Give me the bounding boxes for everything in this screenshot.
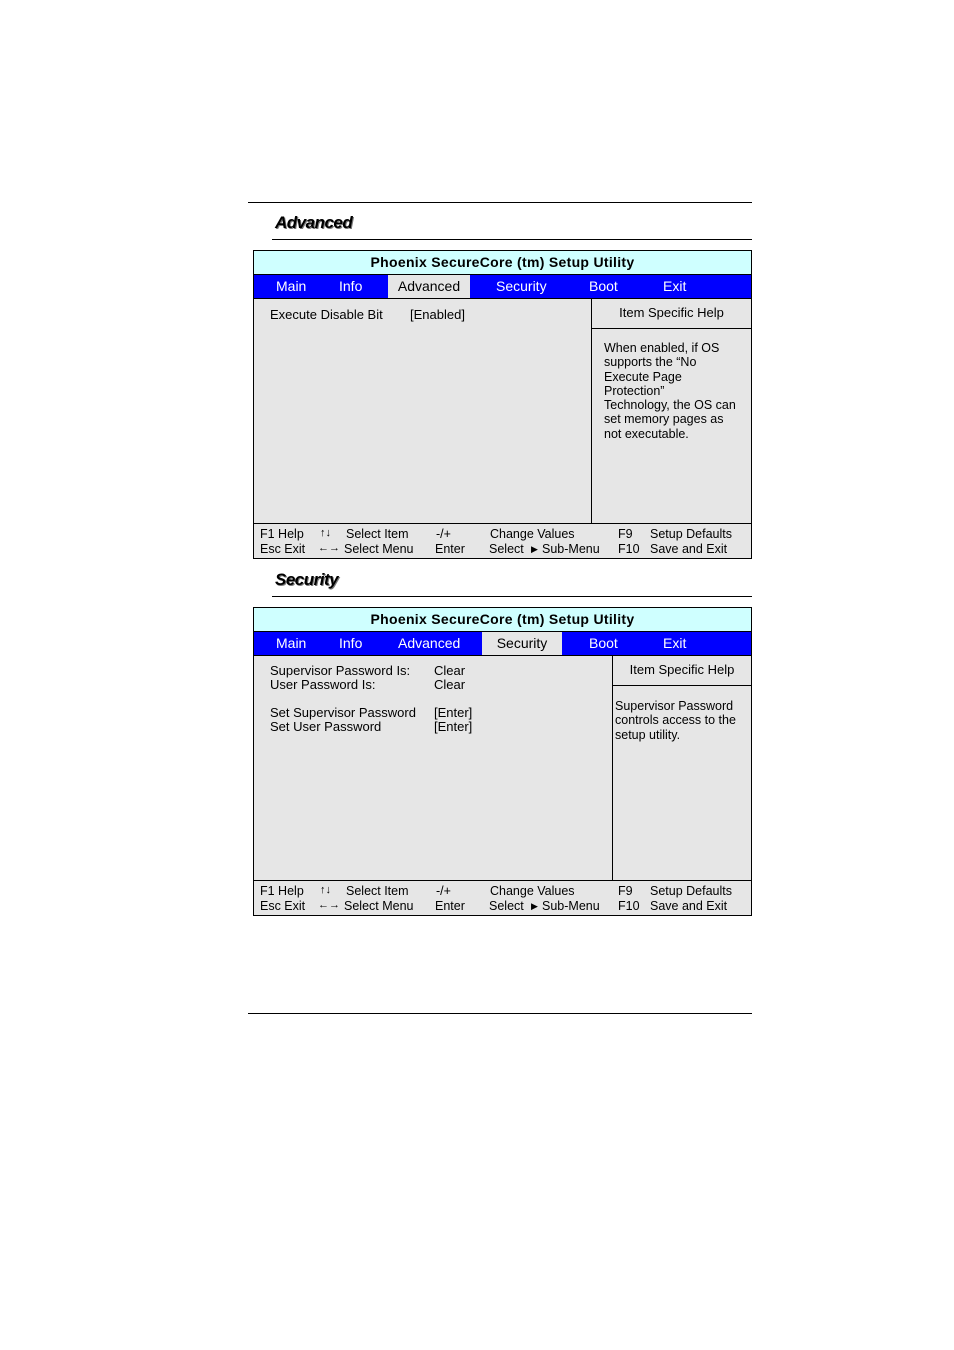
bios-screen-security bbox=[253, 607, 752, 916]
footer-setup-defaults: Setup Defaults bbox=[650, 527, 732, 541]
bios-content bbox=[254, 299, 751, 524]
help-line: not executable. bbox=[604, 426, 689, 441]
left-right-arrow-icon: ←→ bbox=[318, 899, 340, 911]
tab-security[interactable]: Security bbox=[482, 632, 562, 655]
footer-select: Select bbox=[489, 899, 524, 913]
up-down-arrow-icon: ↑↓ bbox=[320, 884, 331, 896]
footer-save-and-exit: Save and Exit bbox=[650, 899, 728, 913]
bios-title: Phoenix SecureCore (tm) Setup Utility bbox=[254, 251, 751, 275]
tab-info[interactable]: Info bbox=[339, 635, 363, 651]
left-right-arrow-icon: ←→ bbox=[318, 542, 340, 554]
tab-advanced[interactable]: Advanced bbox=[398, 635, 461, 651]
option-set-user-password-value[interactable]: [Enter] bbox=[434, 719, 473, 734]
bios-menu-bar bbox=[254, 275, 751, 299]
option-supervisor-password-status-value: Clear bbox=[434, 663, 466, 678]
footer-f10: F10 bbox=[618, 899, 640, 913]
tab-security[interactable]: Security bbox=[496, 278, 547, 294]
footer-minus-plus: -/+ bbox=[436, 527, 451, 541]
footer-enter: Enter bbox=[435, 542, 465, 556]
tab-exit[interactable]: Exit bbox=[663, 278, 687, 294]
footer-enter: Enter bbox=[435, 899, 465, 913]
help-line: supports the “No bbox=[604, 355, 697, 370]
help-pane-title: Item Specific Help bbox=[592, 299, 751, 329]
footer-save-and-exit: Save and Exit bbox=[650, 542, 728, 556]
advanced-section-heading: Advanced bbox=[275, 213, 353, 232]
help-line: When enabled, if OS bbox=[604, 341, 720, 355]
footer-select-menu: Select Menu bbox=[344, 899, 414, 913]
footer-minus-plus: -/+ bbox=[436, 884, 451, 898]
page-top-rule bbox=[248, 202, 752, 203]
option-user-password-status-label: User Password Is: bbox=[270, 677, 376, 692]
help-line: Protection” bbox=[604, 383, 665, 398]
help-line: controls access to the bbox=[615, 713, 736, 728]
bios-content bbox=[254, 656, 751, 881]
footer-f10: F10 bbox=[618, 542, 640, 556]
help-text bbox=[592, 329, 751, 441]
footer-select-menu: Select Menu bbox=[344, 542, 414, 556]
footer-esc-exit: Esc Exit bbox=[260, 899, 306, 913]
tab-advanced[interactable]: Advanced bbox=[388, 275, 470, 298]
footer-change-values: Change Values bbox=[490, 884, 575, 898]
bios-footer bbox=[254, 881, 751, 915]
help-line: Technology, the OS can bbox=[604, 398, 736, 413]
tab-boot[interactable]: Boot bbox=[589, 635, 618, 651]
option-supervisor-password-status-label: Supervisor Password Is: bbox=[270, 663, 411, 678]
footer-sub-menu: Sub-Menu bbox=[542, 542, 600, 556]
up-down-arrow-icon: ↑↓ bbox=[320, 527, 331, 539]
tab-exit[interactable]: Exit bbox=[663, 635, 687, 651]
option-set-supervisor-password-label[interactable]: Set Supervisor Password bbox=[270, 705, 416, 720]
help-pane bbox=[591, 299, 751, 523]
help-line: Supervisor Password bbox=[615, 699, 734, 713]
bios-menu-bar bbox=[254, 632, 751, 656]
help-line: setup utility. bbox=[615, 727, 681, 742]
help-text bbox=[613, 686, 751, 742]
advanced-heading-rule bbox=[272, 239, 752, 240]
bios-footer bbox=[254, 524, 751, 558]
page-bottom-rule bbox=[248, 1013, 752, 1014]
triangle-right-icon: ▶ bbox=[531, 901, 538, 911]
options-pane bbox=[254, 299, 591, 523]
triangle-right-icon: ▶ bbox=[531, 544, 538, 554]
bios-title: Phoenix SecureCore (tm) Setup Utility bbox=[254, 608, 751, 632]
option-user-password-status-value: Clear bbox=[434, 677, 466, 692]
footer-setup-defaults: Setup Defaults bbox=[650, 884, 732, 898]
option-set-supervisor-password-value[interactable]: [Enter] bbox=[434, 705, 473, 720]
options-pane bbox=[254, 656, 612, 880]
footer-f9: F9 bbox=[618, 884, 633, 898]
option-execute-disable-bit-value[interactable]: [Enabled] bbox=[410, 307, 465, 322]
footer-f1-help: F1 Help bbox=[260, 527, 304, 541]
tab-boot[interactable]: Boot bbox=[589, 278, 618, 294]
security-section-heading: Security bbox=[275, 570, 339, 589]
help-pane bbox=[612, 656, 751, 880]
help-line: set memory pages as bbox=[604, 412, 724, 427]
footer-change-values: Change Values bbox=[490, 527, 575, 541]
option-execute-disable-bit-label: Execute Disable Bit bbox=[270, 307, 383, 322]
tab-info[interactable]: Info bbox=[339, 278, 363, 294]
footer-select-item: Select Item bbox=[346, 527, 409, 541]
help-line: Execute Page bbox=[604, 369, 682, 384]
security-heading-rule bbox=[272, 596, 752, 597]
footer-esc-exit: Esc Exit bbox=[260, 542, 306, 556]
footer-f9: F9 bbox=[618, 527, 633, 541]
footer-select-item: Select Item bbox=[346, 884, 409, 898]
footer-select: Select bbox=[489, 542, 524, 556]
help-pane-title: Item Specific Help bbox=[613, 656, 751, 686]
footer-f1-help: F1 Help bbox=[260, 884, 304, 898]
tab-main[interactable]: Main bbox=[276, 278, 307, 294]
bios-screen-advanced bbox=[253, 250, 752, 559]
option-set-user-password-label[interactable]: Set User Password bbox=[270, 719, 382, 734]
footer-sub-menu: Sub-Menu bbox=[542, 899, 600, 913]
tab-main[interactable]: Main bbox=[276, 635, 307, 651]
